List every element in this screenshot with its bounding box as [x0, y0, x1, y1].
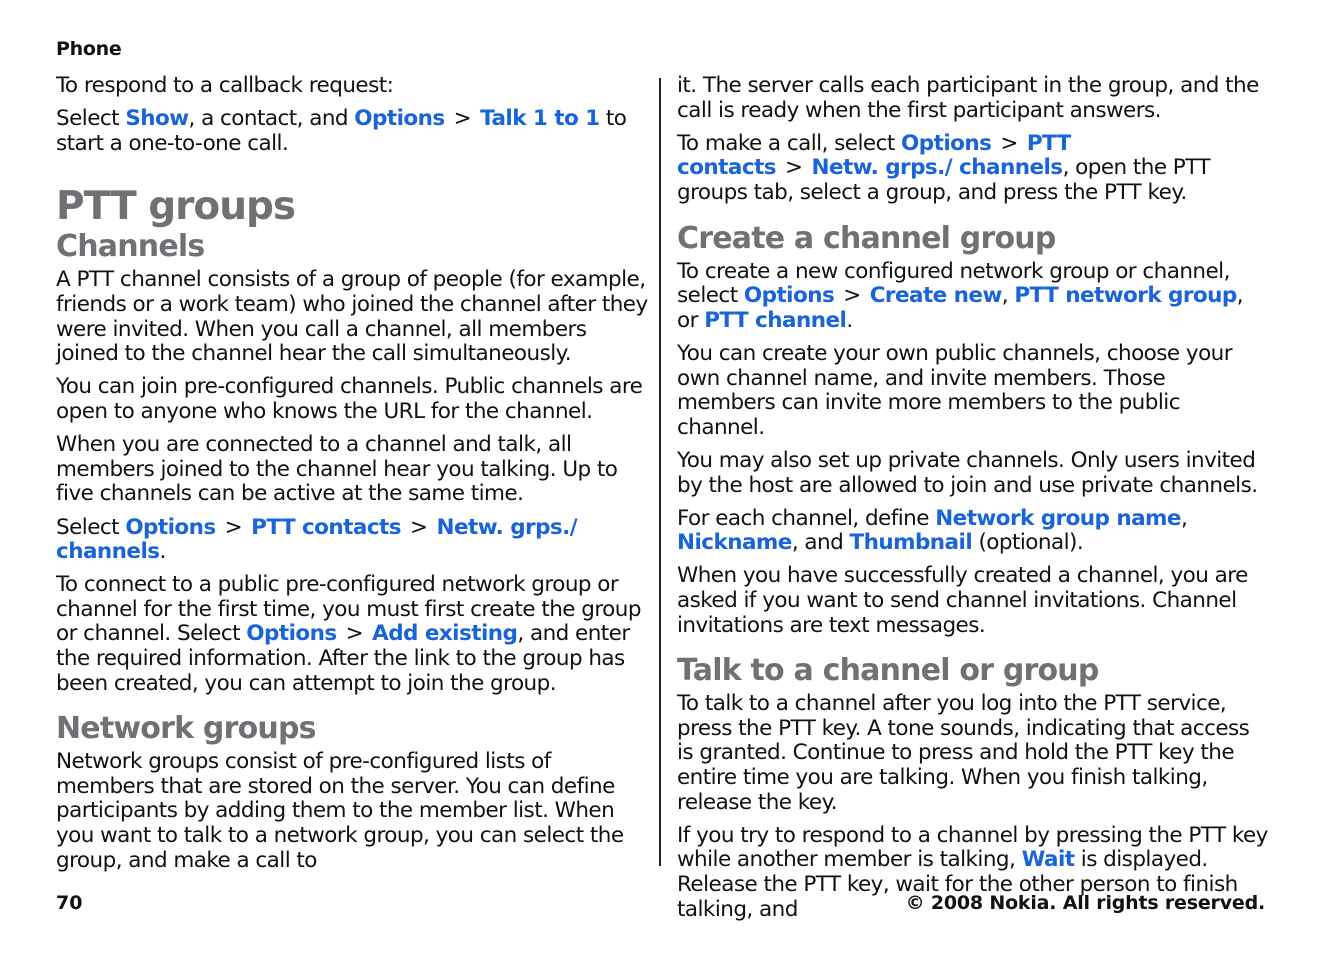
chevron-separator: > — [785, 155, 803, 181]
text: is displayed. Release the PTT key, wait for the other person to finish talking, and — [677, 847, 1238, 922]
text: , open the PTT groups tab, select a group, and press the PTT key. — [677, 155, 1210, 205]
field-link-thumbnail[interactable]: Thumbnail — [849, 530, 973, 556]
paragraph — [56, 107, 648, 156]
text: Select — [56, 106, 126, 132]
right-column — [677, 74, 1269, 931]
section-heading-network-groups: Network groups — [56, 711, 316, 747]
paragraph: To respond to a callback request: — [56, 73, 394, 98]
chevron-separator: > — [224, 514, 243, 540]
paragraph — [677, 507, 1269, 556]
paragraph: You can create your own public channels, choose your own channel name, and invite members. Those members can invite more members to the public channel. — [677, 340, 1233, 440]
page-title: PTT groups — [56, 184, 296, 230]
text: Select — [56, 514, 126, 540]
menu-link-ptt-network-group[interactable]: PTT network group — [1014, 283, 1237, 309]
menu-link-options[interactable]: Options — [354, 106, 445, 132]
text: To create a new configured network group or channel, select — [677, 258, 1230, 309]
text: To make a call, select — [677, 130, 902, 156]
paragraph: Network groups consist of pre-configured lists of members that are stored on the server. You can define participants by adding them to the member list. When you want to talk to a network group, you can select the group, and make a call to — [56, 749, 624, 873]
text: If you try to respond to a channel by pressing the PTT key while another member is talking, — [677, 822, 1268, 873]
text: . — [159, 539, 166, 565]
text: , — [1180, 505, 1188, 531]
paragraph — [56, 516, 648, 565]
menu-link-options[interactable]: Options — [246, 621, 337, 647]
menu-link-netw-grps-channels[interactable]: Netw. grps./ channels — [56, 514, 578, 565]
section-heading-talk-to-channel: Talk to a channel or group — [677, 653, 1099, 689]
paragraph — [56, 573, 648, 696]
paragraph: You can join pre-configured channels. Public channels are open to anyone who knows the URL for the channel. — [56, 374, 643, 424]
paragraph: it. The server calls each participant in the group, and the call is ready when the first participant answers. — [677, 73, 1259, 123]
menu-link-netw-grps-channels[interactable]: Netw. grps./ channels — [811, 155, 1063, 181]
copyright-notice: © 2008 Nokia. All rights reserved. — [905, 892, 1265, 914]
chevron-separator: > — [410, 514, 428, 540]
menu-link-talk-1-to-1[interactable]: Talk 1 to 1 — [480, 106, 600, 132]
paragraph: To talk to a channel after you log into the PTT service, press the PTT key. A tone sounds, indicating that access is granted. Continue to press and hold the PTT key the entire time you are talking. When you finish talking, release the key. — [677, 691, 1250, 815]
paragraph: You may also set up private channels. Only users invited by the host are allowed to join and use private channels. — [677, 447, 1258, 498]
column-divider — [659, 78, 661, 866]
menu-link-add-existing[interactable]: Add existing — [372, 621, 518, 647]
menu-link-show[interactable]: Show — [125, 106, 189, 132]
paragraph: When you have successfully created a channel, you are asked if you want to send channel invitations. Channel invitations are text messages. — [677, 563, 1248, 638]
menu-link-ptt-contacts[interactable]: PTT contacts — [251, 514, 402, 540]
text: To connect to a public pre-configured network group or channel for the first time, you must first create the group or channel. Select — [56, 572, 641, 647]
section-heading-channels: Channels — [56, 229, 205, 265]
paragraph: When you are connected to a channel and talk, all members joined to the channel hear you talking. Up to five channels can be active at the same time. — [56, 432, 618, 507]
section-heading-create-channel-group: Create a channel group — [677, 220, 1056, 256]
chevron-separator: > — [453, 106, 472, 132]
paragraph — [677, 132, 1269, 206]
text: For each channel, define — [677, 505, 936, 531]
field-link-nickname[interactable]: Nickname — [677, 530, 792, 556]
menu-link-options[interactable]: Options — [901, 130, 992, 156]
paragraph: A PTT channel consists of a group of people (for example, friends or a work team) who joined the channel after they were invited. When you call a channel, all members joined to the channel hear the call simultaneously. — [56, 267, 648, 367]
chevron-separator: > — [345, 621, 364, 647]
menu-link-options[interactable]: Options — [743, 283, 835, 309]
text: to start a one-to-one call. — [56, 106, 627, 156]
field-link-network-group-name[interactable]: Network group name — [935, 505, 1181, 531]
status-link-wait[interactable]: Wait — [1021, 847, 1075, 873]
chevron-separator: > — [1000, 130, 1018, 156]
menu-link-ptt-channel[interactable]: PTT channel — [704, 307, 847, 333]
text: , — [1001, 283, 1015, 309]
running-header: Phone — [56, 38, 122, 60]
menu-link-create-new[interactable]: Create new — [869, 283, 1002, 309]
menu-link-ptt-contacts[interactable]: PTT contacts — [677, 130, 1071, 181]
left-column — [56, 74, 648, 882]
chevron-separator: > — [843, 283, 861, 309]
text: , and — [791, 530, 850, 556]
paragraph — [677, 260, 1269, 334]
text: . — [846, 307, 853, 333]
page-number: 70 — [56, 892, 83, 914]
text: , or — [677, 283, 1244, 333]
menu-link-options[interactable]: Options — [125, 514, 216, 540]
text: , a contact, and — [188, 106, 355, 132]
text: , and enter the required information. After the link to the group has been created, you can attempt to join the group. — [56, 621, 630, 696]
text: (optional). — [972, 530, 1084, 556]
